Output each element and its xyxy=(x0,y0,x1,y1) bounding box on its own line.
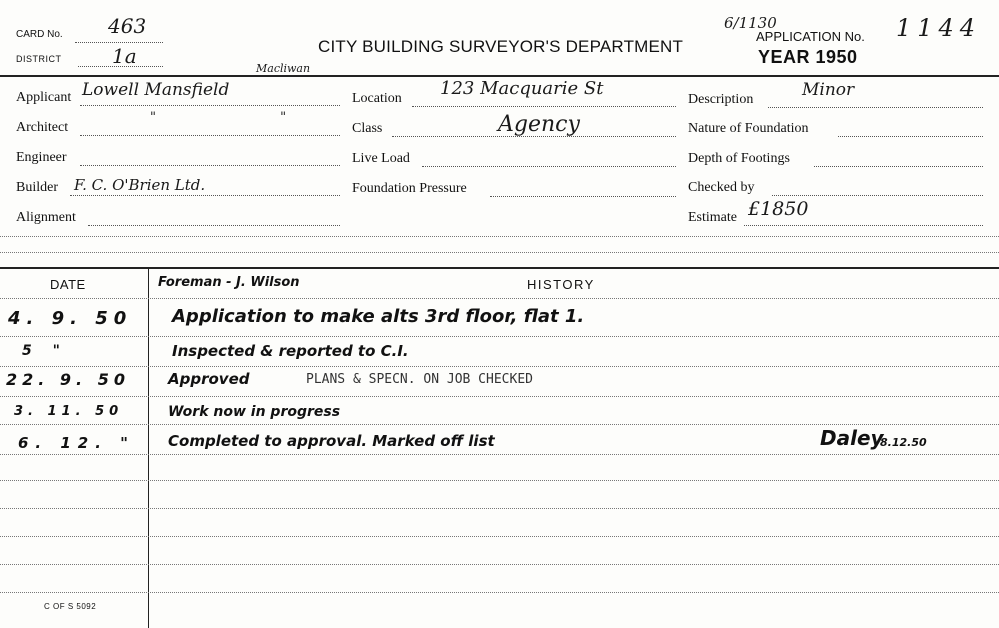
history-row-3-date: 22. 9. 50 xyxy=(6,370,130,389)
history-row-1-date: 4. 9. 50 xyxy=(8,308,133,329)
history-row-1-text: Application to make alts 3rd floor, flat 1. xyxy=(172,306,585,327)
history-row-5-date: 6. 12. " xyxy=(18,434,135,452)
applicant-value: Lowell Mansfield xyxy=(82,80,230,100)
architect-label: Architect xyxy=(16,120,69,135)
live-load-label: Live Load xyxy=(352,151,410,166)
history-row-3-text: Approved xyxy=(168,370,250,388)
architect-value: " " xyxy=(150,110,347,125)
history-row-5-signature-date: 8.12.50 xyxy=(880,436,927,449)
engineer-label: Engineer xyxy=(16,150,67,165)
location-label: Location xyxy=(352,91,402,106)
foreman-note: Foreman - J. Wilson xyxy=(158,275,300,290)
form-code: C OF S 5092 xyxy=(44,602,97,611)
location-value: 123 Macquarie St xyxy=(440,78,604,99)
date-header: DATE xyxy=(50,277,86,292)
builder-value: F. C. O'Brien Ltd. xyxy=(74,176,206,194)
builder-label: Builder xyxy=(16,180,58,195)
estimate-label: Estimate xyxy=(688,210,737,225)
year-label: YEAR 1950 xyxy=(758,47,858,67)
history-row-4-date: 3. 11. 50 xyxy=(14,404,124,419)
description-value: Minor xyxy=(802,80,855,100)
history-row-5-signature: Daley xyxy=(820,426,884,450)
application-no-value: 1144 xyxy=(896,14,982,42)
district-label: DISTRICT xyxy=(16,54,62,64)
class-label: Class xyxy=(352,121,383,136)
card-no-label: CARD No. xyxy=(16,29,63,40)
foundation-pressure-label: Foundation Pressure xyxy=(352,181,467,196)
history-header: HISTORY xyxy=(527,277,595,292)
depth-of-footings-label: Depth of Footings xyxy=(688,151,790,166)
history-row-4-text: Work now in progress xyxy=(168,404,341,420)
history-row-2-text: Inspected & reported to C.I. xyxy=(172,342,409,360)
application-no-label: APPLICATION No. xyxy=(756,29,865,44)
district-value: 1a xyxy=(112,44,137,68)
applicant-label: Applicant xyxy=(16,90,72,105)
description-label: Description xyxy=(688,92,754,107)
card-no-value: 463 xyxy=(108,14,147,38)
history-row-5-text: Completed to approval. Marked off list xyxy=(168,432,495,450)
applicant-insert: Macliwan xyxy=(256,62,311,75)
class-value: Agency xyxy=(498,112,580,137)
nature-of-foundation-label: Nature of Foundation xyxy=(688,121,809,136)
department-title: CITY BUILDING SURVEYOR'S DEPARTMENT xyxy=(318,37,684,56)
alignment-label: Alignment xyxy=(16,210,76,225)
estimate-value: £1850 xyxy=(748,198,809,220)
history-row-3-stamp: PLANS & SPECN. ON JOB CHECKED xyxy=(306,372,533,387)
history-row-2-date: 5 " xyxy=(22,343,68,359)
file-ref: 6/1130 xyxy=(724,14,777,32)
checked-by-label: Checked by xyxy=(688,180,755,195)
